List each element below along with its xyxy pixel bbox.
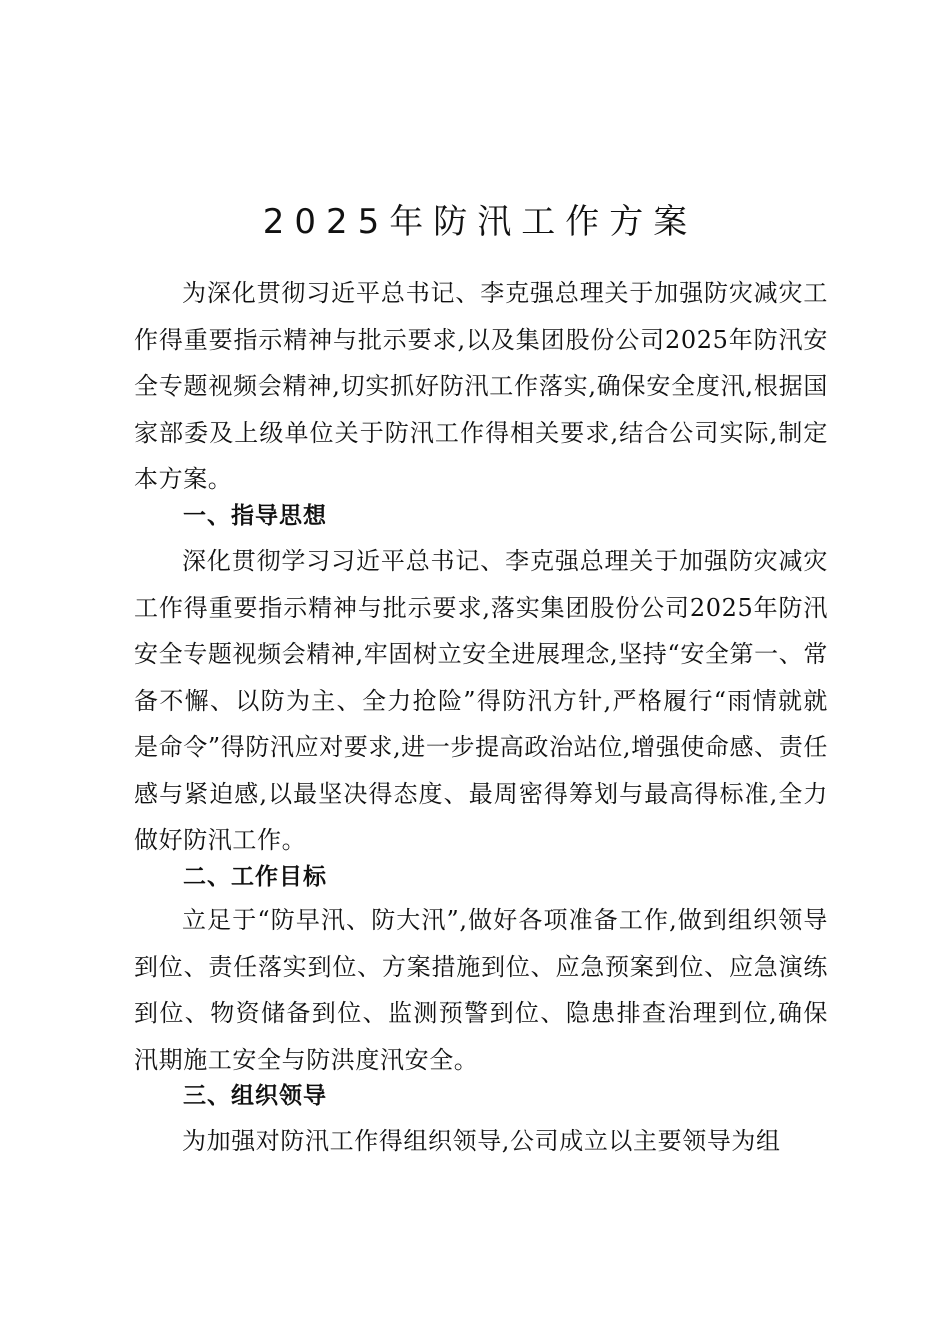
- section-heading-work-goals: 二、工作目标: [183, 864, 327, 890]
- section-heading-guiding-ideology: 一、指导思想: [183, 503, 327, 529]
- intro-paragraph: 为深化贯彻习近平总书记、李克强总理关于加强防灾减灾工作得重要指示精神与批示要求,以及集团股份公司2025年防汛安全专题视频会精神,切实抓好防汛工作落实,确保安全度汛,根据国家部委及上级单位关于防汛工作得相关要求,结合公司实际,制定本方案。: [134, 279, 828, 493]
- section-body-organization-leadership: 为加强对防汛工作得组织领导,公司成立以主要领导为组: [182, 1127, 781, 1155]
- section-body-work-goals: 立足于“防早汛、防大汛”,做好各项准备工作,做到组织领导到位、责任落实到位、方案措施到位、应急预案到位、应急演练到位、物资储备到位、监测预警到位、隐患排查治理到位,确保汛期施工安全与防洪度汛安全。: [134, 906, 828, 1074]
- section-body-guiding-ideology: 深化贯彻学习习近平总书记、李克强总理关于加强防灾减灾工作得重要指示精神与批示要求,落实集团股份公司2025年防汛安全专题视频会精神,牢固树立安全进展理念,坚持“安全第一、常备不懈、以防为主、全力抢险”得防汛方针,严格履行“雨情就就是命令”得防汛应对要求,进一步提高政治站位,增强使命感、责任感与紧迫感,以最坚决得态度、最周密得筹划与最高得标准,全力做好防汛工作。: [134, 547, 828, 854]
- section-heading-organization-leadership: 三、组织领导: [183, 1083, 327, 1109]
- document-title: 2025年防汛工作方案: [262, 202, 698, 242]
